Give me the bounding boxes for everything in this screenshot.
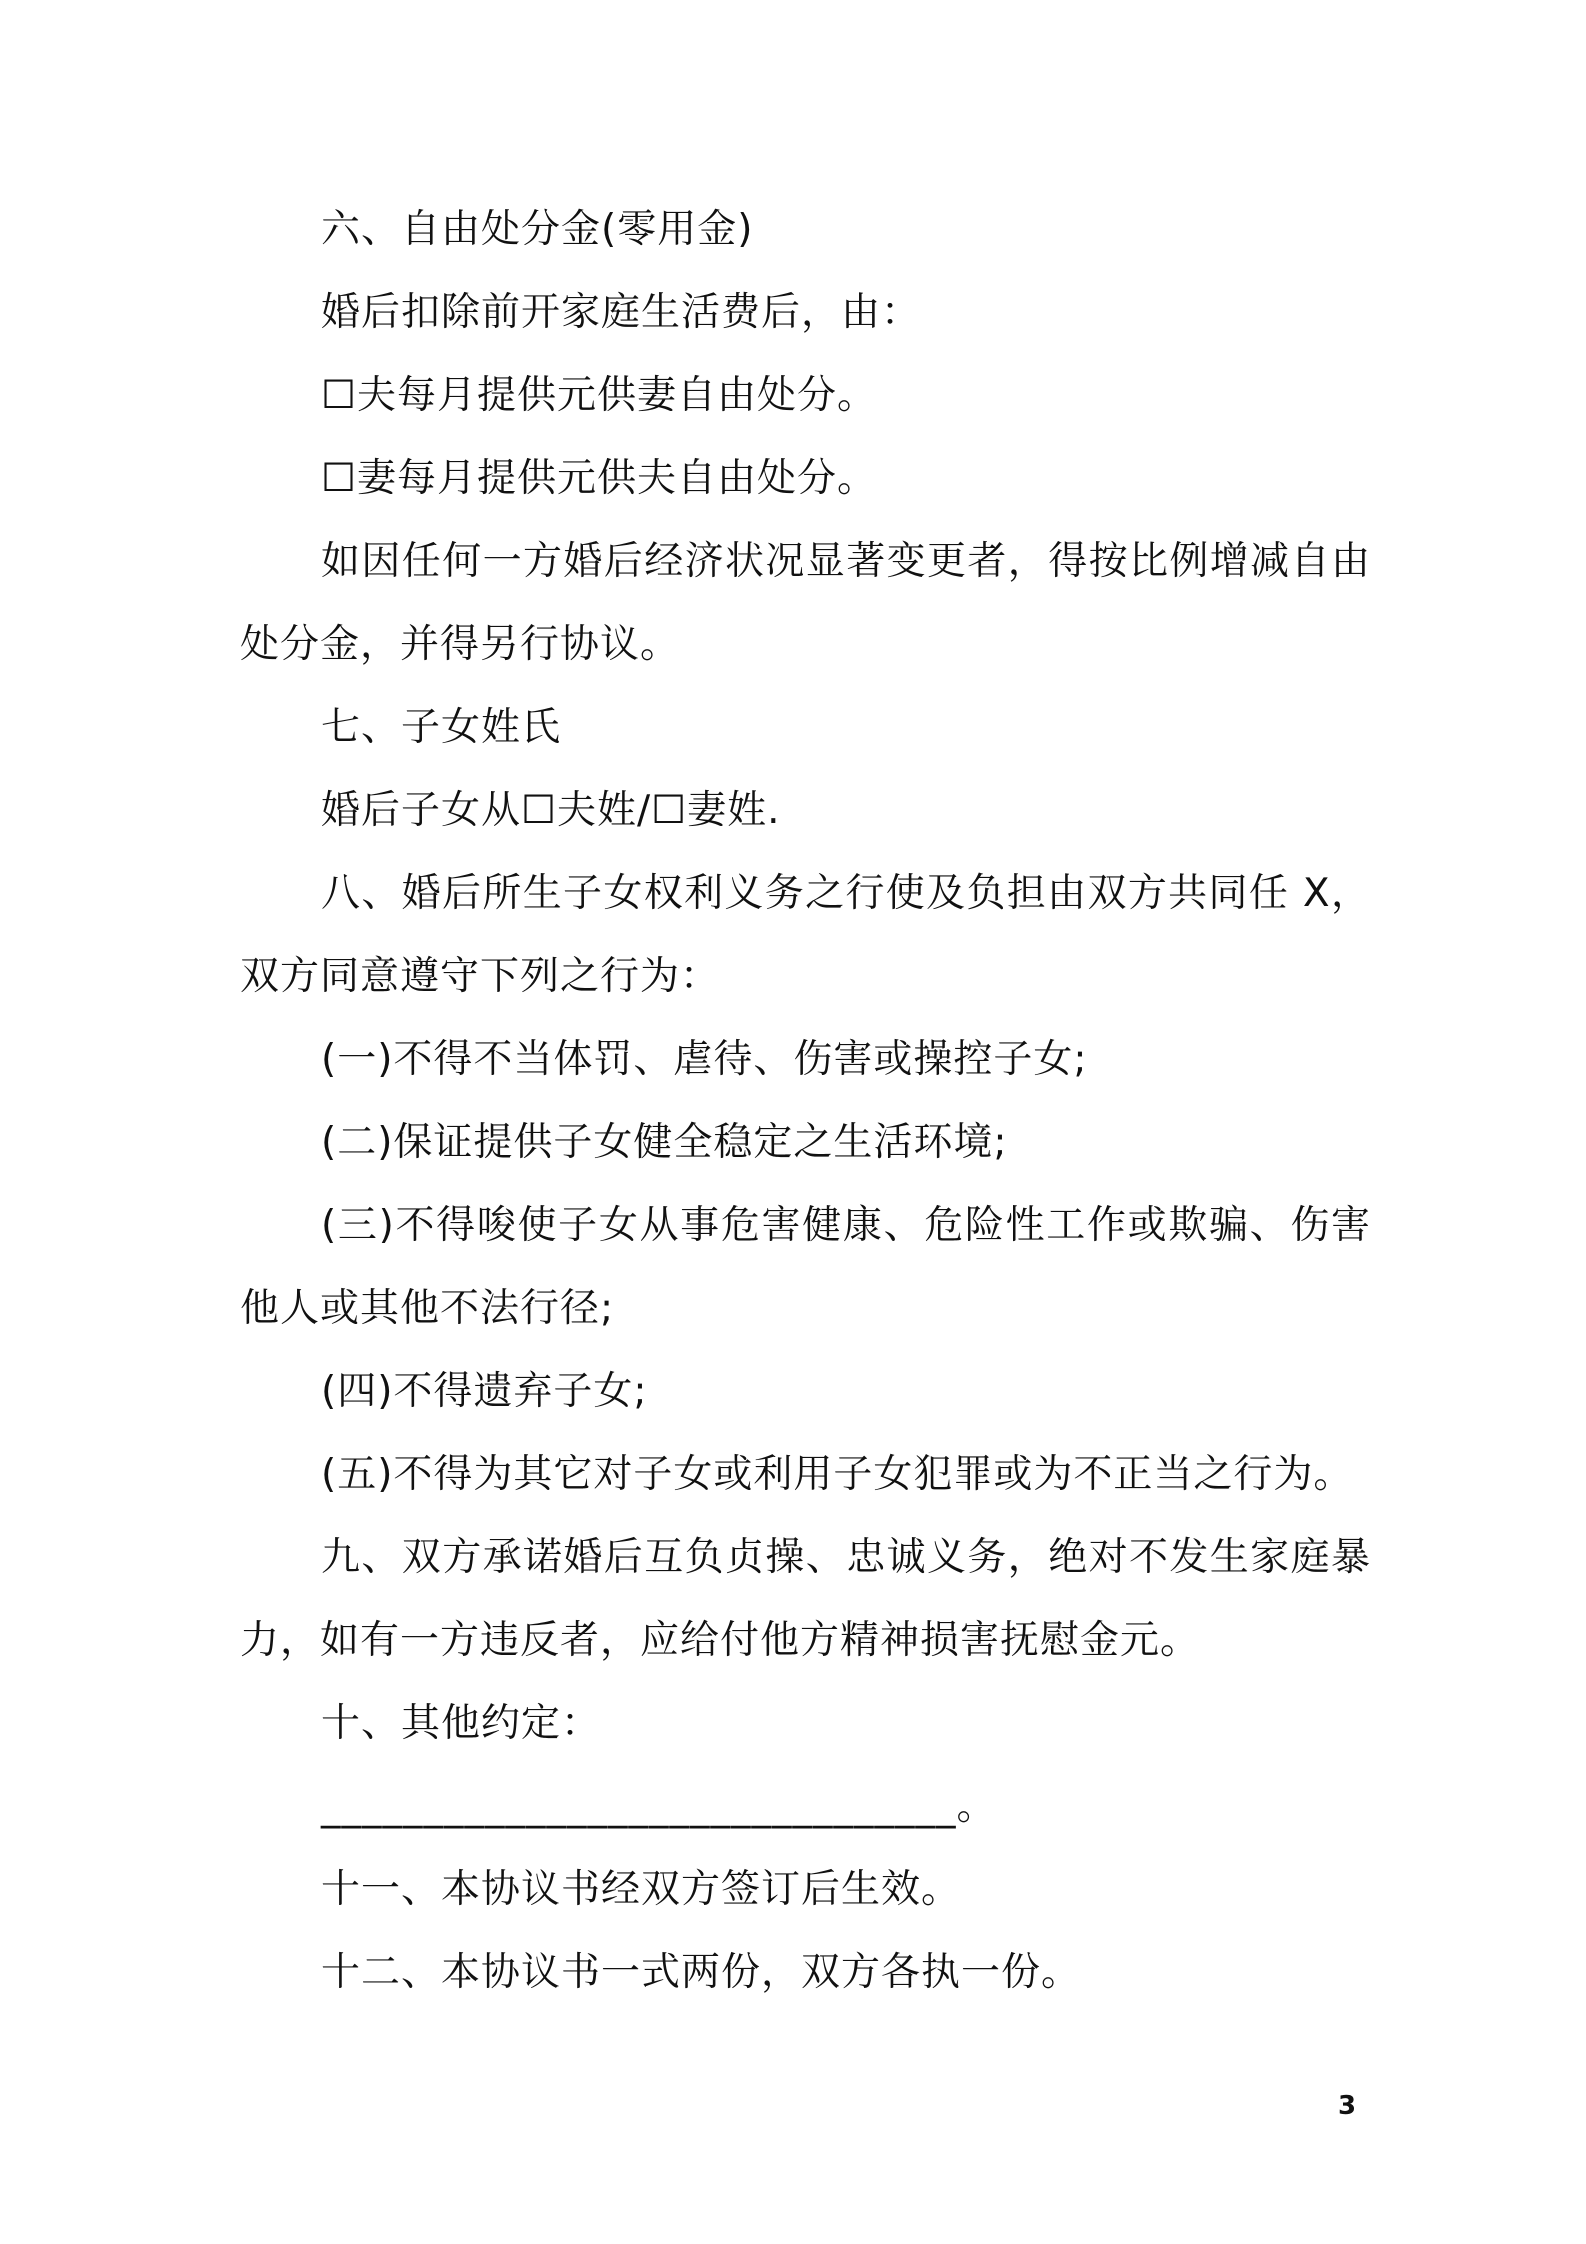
list-item: (三)不得唆使子女从事危害健康、危险性工作或欺骗、伤害 bbox=[321, 1203, 1371, 1248]
section-10-heading: 十、其他约定： bbox=[321, 1701, 602, 1746]
list-item: (二)保证提供子女健全稳定之生活环境; bbox=[321, 1120, 1008, 1165]
page-number: 3 bbox=[1337, 2091, 1357, 2121]
paragraph-line: 婚后扣除前开家庭生活费后，由： bbox=[321, 290, 922, 335]
paragraph-line: 处分金，并得另行协议。 bbox=[240, 622, 681, 667]
checkbox-option-husband: ☐夫每月提供元供妻自由处分。 bbox=[321, 373, 877, 418]
blank-fill-line: _______________________________。 bbox=[321, 1784, 997, 1829]
paragraph-line: 双方同意遵守下列之行为： bbox=[240, 954, 721, 999]
section-6-heading: 六、自由处分金(零用金) bbox=[321, 207, 754, 252]
list-item-continuation: 他人或其他不法行径; bbox=[240, 1286, 615, 1331]
section-11-heading: 十一、本协议书经双方签订后生效。 bbox=[321, 1867, 962, 1912]
section-12-heading: 十二、本协议书一式两份，双方各执一份。 bbox=[321, 1950, 1082, 1995]
paragraph-line: 力，如有一方违反者，应给付他方精神损害抚慰金元。 bbox=[240, 1618, 1201, 1663]
list-item: (一)不得不当体罚、虐待、伤害或操控子女; bbox=[321, 1037, 1088, 1082]
section-8-heading: 八、婚后所生子女权利义务之行使及负担由双方共同任 X， bbox=[321, 871, 1371, 916]
checkbox-option-wife: ☐妻每月提供元供夫自由处分。 bbox=[321, 456, 877, 501]
list-item: (五)不得为其它对子女或利用子女犯罪或为不正当之行为。 bbox=[321, 1452, 1354, 1497]
paragraph-line: 婚后子女从☐夫姓/☐妻姓. bbox=[321, 788, 781, 833]
paragraph-line: 如因任何一方婚后经济状况显著变更者，得按比例增减自由 bbox=[321, 539, 1371, 584]
section-7-heading: 七、子女姓氏 bbox=[321, 705, 562, 750]
list-item: (四)不得遗弃子女; bbox=[321, 1369, 648, 1414]
section-9-heading: 九、双方承诺婚后互负贞操、忠诚义务，绝对不发生家庭暴 bbox=[321, 1535, 1371, 1580]
